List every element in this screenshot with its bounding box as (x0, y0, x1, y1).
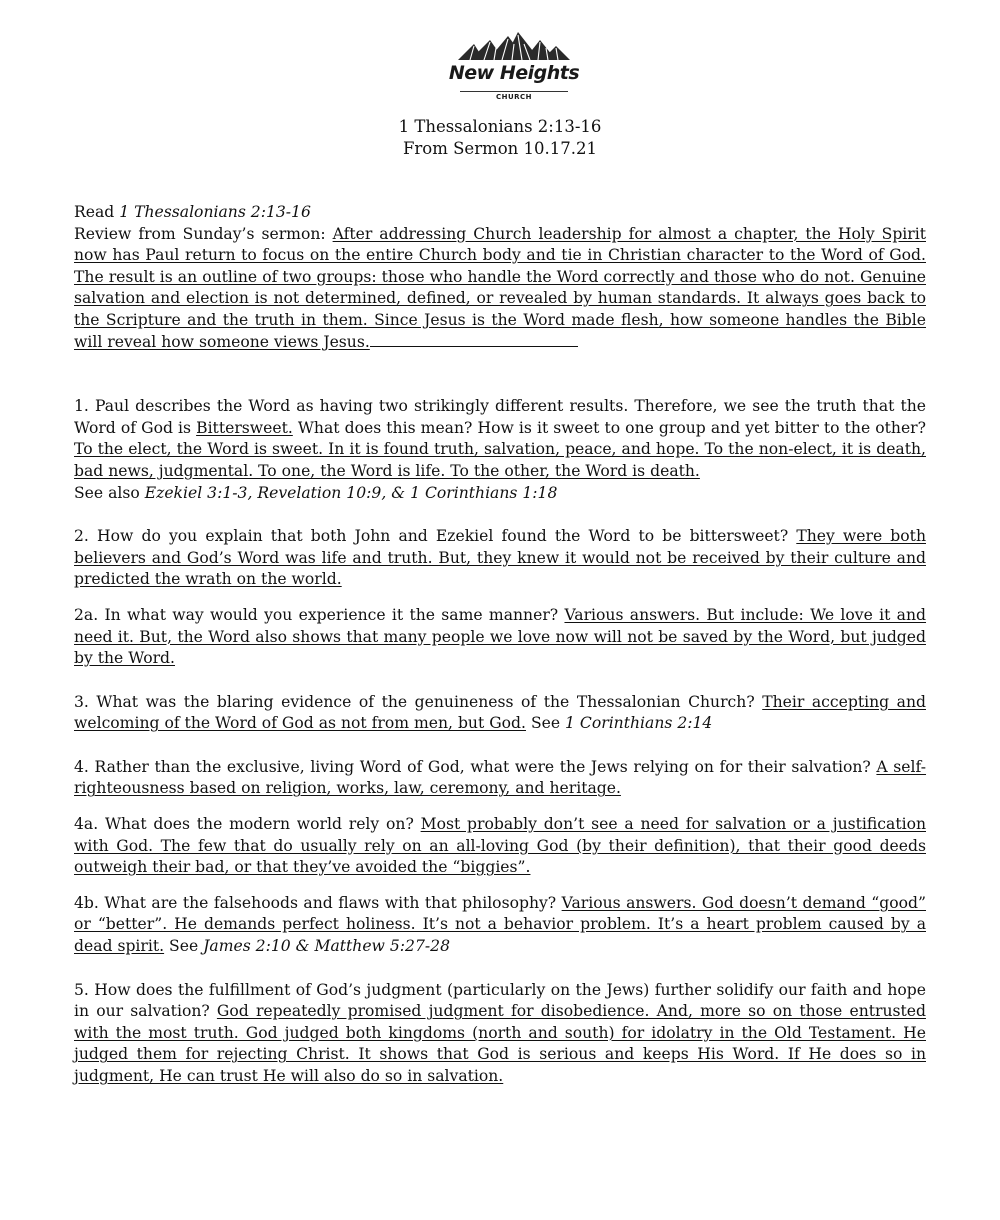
sermon-date: From Sermon 10.17.21 (402, 139, 598, 158)
question-4b: 4b. What are the falsehoods and flaws with that philosophy? Various answers. God doesn’t demand “good” or “better”. He demands perfect holiness. It’s not a behavior problem. It’s a heart problem caused by a dead spirit. See James 2:10 & Matthew 5:27-28 (74, 893, 926, 956)
question-2a: 2a. In what way would you experience it the same manner? Various answers. But include: We love it and need it. But, the Word also shows that many people we love now will not be saved by the Word, but judged by the Word. (74, 605, 927, 668)
question-4a: 4a. What does the modern world rely on? Most probably don’t see a need for salvation or a justification with God. The few that do usually rely on an all-loving God (by their definition), that their good deeds outweigh their bad, or that they’ve avoided the “biggies”. (74, 815, 926, 877)
review-answer: After addressing Church leadership for almost a chapter, the Holy Spirit now has Paul return to focus on the entire Church body and tie in Christian character to the Word of God. The result is an outline of two groups: those who handle the Word correctly and those who do not. Genuine salvation and election is not determined, defined, or revealed by human standards. It always goes back to the Scripture and the truth in them. Since Jesus is the Word made flesh, how someone handles the Bible will reveal how someone views Jesus. (74, 224, 926, 351)
question-4b-answer: Various answers. God doesn’t demand “good” or “better”. He demands perfect holiness. It’s not a behavior problem. It’s a heart problem caused by a dead spirit. (74, 893, 926, 956)
worksheet-body (74, 202, 926, 1088)
question-3-reference: 1 Corinthians 2:14 (565, 714, 713, 733)
question-1-answer: To the elect, the Word is sweet. In it is found truth, salvation, peace, and hope. To the non-elect, it is death, bad news, judgmental. To one, the Word is life. To the other, the Word is death. (74, 440, 926, 480)
question-5-answer: God repeatedly promised judgment for disobedience. And, more so on those entrusted with the most truth. God judged both kingdoms (north and south) for idolatry in the Old Testament. He judged them for rejecting Christ. It shows that God is serious and keeps His Word. If He does so in judgment, He can trust He will also do so in salvation. (74, 1002, 926, 1085)
logo-divider (460, 91, 568, 92)
review-paragraph: Review from Sunday’s sermon: After addressing Church leadership for almost a chapter, the Holy Spirit now has Paul return to focus on the entire Church body and tie in Christian character to the Word of God. The result is an outline of two groups: those who handle the Word correctly and those who do not. Genuine salvation and election is not determined, defined, or revealed by human standards. It always goes back to the Scripture and the truth in them. Since Jesus is the Word made flesh, how someone handles the Bible will reveal how someone views Jesus. (74, 224, 926, 351)
question-1-references: Ezekiel 3:1-3, Revelation 10:9, & 1 Corinthians 1:18 (144, 483, 558, 502)
question-2: 2. How do you explain that both John and Ezekiel found the Word to be bittersweet? They were both believers and God’s Word was life and truth. But, they knew it would not be received by their culture and predicted the wrath on the world. (74, 527, 926, 589)
question-4: 4. Rather than the exclusive, living Word of God, what were the Jews relying on for their salvation? A self-righteousness based on religion, works, law, ceremony, and heritage. (74, 757, 927, 798)
question-3-answer: Their accepting and welcoming of the Word of God as not from men, but God. (74, 692, 926, 733)
question-4-answer: A self-righteousness based on religion, works, law, ceremony, and heritage. (74, 757, 927, 798)
page-header (0, 116, 1000, 160)
question-5: 5. How does the fulfillment of God’s judgment (particularly on the Jews) further solidify our faith and hope in our salvation? God repeatedly promised judgment for disobedience. And, more so on those entrusted with the most truth. God judged both kingdoms (north and south) for idolatry in the Old Testament. He judged them for rejecting Christ. It shows that God is serious and keeps His Word. If He does so in judgment, He can trust He will also do so in salvation. (74, 980, 926, 1085)
question-3: 3. What was the blaring evidence of the genuineness of the Thessalonian Church? Their accepting and welcoming of the Word of God as not from men, but God. See 1 Corinthians 2:14 (74, 692, 926, 733)
question-4a-answer: Most probably don’t see a need for salvation or a justification with God. The few that do usually rely on an all-loving God (by their definition), that their good deeds outweigh their bad, or that they’ve avoided the “biggies”. (74, 815, 926, 877)
question-1-term: Bittersweet. (196, 418, 293, 437)
question-4b-references: James 2:10 & Matthew 5:27-28 (203, 937, 450, 956)
question-2a-answer: Various answers. But include: We love it and need it. But, the Word also shows that many people we love now will not be saved by the Word, but judged by the Word. (74, 605, 927, 668)
read-line: Read 1 Thessalonians 2:13-16 (74, 203, 311, 221)
logo-wordmark: New Heights (448, 62, 580, 84)
answer-blank-line (370, 345, 578, 347)
mountain-peaks-icon (444, 30, 584, 64)
logo-subtitle: CHURCH (495, 93, 533, 101)
read-reference: 1 Thessalonians 2:13-16 (119, 203, 311, 221)
question-2-answer: They were both believers and God’s Word was life and truth. But, they knew it would not be received by their culture and predicted the wrath on the world. (74, 527, 926, 589)
church-logo (444, 30, 584, 106)
question-1: 1. Paul describes the Word as having two strikingly different results. Therefore, we see the truth that the Word of God is Bittersweet. What does this mean? How is it sweet to one group and yet bitter to the other? To the elect, the Word is sweet. In it is found truth, salvation, peace, and hope. To the non-elect, it is death, bad news, judgmental. To one, the Word is life. To the other, the Word is death. See also Ezekiel 3:1-3, Revelation 10:9, & 1 Corinthians 1:18 (74, 397, 926, 502)
passage-title: 1 Thessalonians 2:13-16 (398, 117, 602, 136)
